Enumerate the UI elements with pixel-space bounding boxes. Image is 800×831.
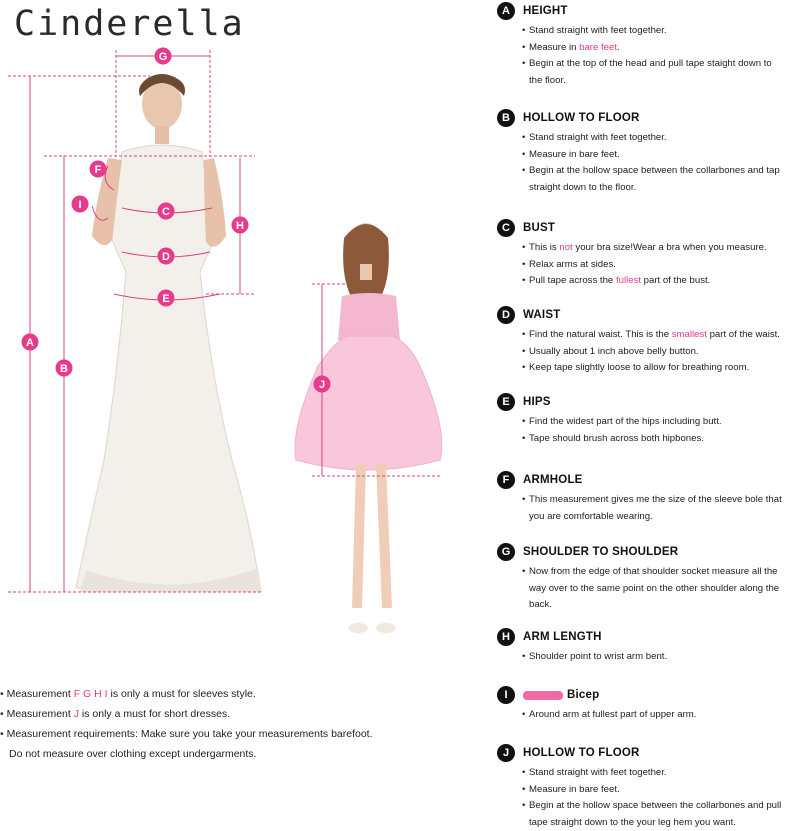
svg-text:E: E xyxy=(162,293,169,305)
svg-text:C: C xyxy=(162,206,170,218)
section-hips xyxy=(497,393,800,447)
svg-text:A: A xyxy=(26,337,34,349)
section-title: BUST xyxy=(523,222,555,234)
short-dress-figure xyxy=(295,223,442,633)
section-item: • Keep tape slightly loose to allow for breathing room. xyxy=(522,360,800,377)
section-item: • Measure in bare feet. xyxy=(522,782,800,799)
section-title: WAIST xyxy=(523,309,560,321)
redaction-mark xyxy=(523,691,563,700)
section-item: • Stand straight with feet together. xyxy=(522,23,800,40)
section-title: Bicep xyxy=(567,689,599,701)
svg-text:F: F xyxy=(95,164,102,176)
section-item-cont: you are comfortable wearing. xyxy=(522,509,800,526)
bride-figure xyxy=(76,74,262,592)
section-title: HIPS xyxy=(523,396,551,408)
section-item-cont: way over to the same point on the other shoulder along the xyxy=(522,581,800,598)
badge-j: J xyxy=(497,744,515,762)
section-item: • Stand straight with feet together. xyxy=(522,765,800,782)
badge-d: D xyxy=(497,306,515,324)
section-item-cont: back. xyxy=(522,597,800,614)
section-item: • Pull tape across the fullest part of the bust. xyxy=(522,273,800,290)
measurement-notes xyxy=(0,684,470,764)
section-item: • This measurement gives me the size of the sleeve bole that xyxy=(522,492,800,509)
section-item: • Find the natural waist. This is the smallest part of the waist. xyxy=(522,327,800,344)
section-waist xyxy=(497,306,800,377)
marker-f xyxy=(90,161,107,178)
marker-d xyxy=(158,248,175,265)
measurement-diagram xyxy=(0,40,470,650)
note-item: • Measurement F G H I is only a must for sleeves style. xyxy=(0,684,470,704)
section-item-cont: straight down to the floor. xyxy=(522,180,800,197)
brand-logo: Cinderella xyxy=(14,4,245,44)
section-armhole xyxy=(497,471,800,525)
section-title: HOLLOW TO FLOOR xyxy=(523,747,640,759)
section-title: HEIGHT xyxy=(523,5,568,17)
badge-b: B xyxy=(497,109,515,127)
section-title: ARMHOLE xyxy=(523,474,583,486)
section-hollow-to-hem xyxy=(497,744,800,831)
section-item: • Stand straight with feet together. xyxy=(522,130,800,147)
section-bust xyxy=(497,219,800,290)
marker-j xyxy=(314,376,331,393)
section-item: • Usually about 1 inch above belly button. xyxy=(522,344,800,361)
section-shoulder xyxy=(497,543,800,614)
section-title: ARM LENGTH xyxy=(523,631,602,643)
svg-text:D: D xyxy=(162,251,170,263)
badge-i: I xyxy=(497,686,515,704)
badge-e: E xyxy=(497,393,515,411)
section-item: • Around arm at fullest part of upper arm. xyxy=(522,707,800,724)
badge-f: F xyxy=(497,471,515,489)
marker-i xyxy=(72,196,89,213)
note-continuation: Do not measure over clothing except undergarments. xyxy=(0,744,470,764)
section-item: • Tape should brush across both hipbones. xyxy=(522,431,800,448)
section-height xyxy=(497,2,800,89)
section-item-cont: tape straight down to the your leg hem you want. xyxy=(522,815,800,831)
section-bicep xyxy=(497,686,800,724)
section-item: • Begin at the hollow space between the collarbones and tap xyxy=(522,163,800,180)
svg-text:H: H xyxy=(236,220,244,232)
section-item: • Measure in bare feet. xyxy=(522,147,800,164)
badge-h: H xyxy=(497,628,515,646)
note-item: • Measurement J is only a must for short dresses. xyxy=(0,704,470,724)
marker-b xyxy=(56,360,73,377)
marker-h xyxy=(232,217,249,234)
section-item: • Begin at the hollow space between the collarbones and pull xyxy=(522,798,800,815)
svg-text:I: I xyxy=(78,199,81,211)
marker-g xyxy=(155,48,172,65)
badge-a: A xyxy=(497,2,515,20)
svg-text:J: J xyxy=(319,379,325,391)
svg-text:G: G xyxy=(159,51,168,63)
badge-g: G xyxy=(497,543,515,561)
marker-e xyxy=(158,290,175,307)
section-hollow-to-floor xyxy=(497,109,800,196)
section-item: • Now from the edge of that shoulder socket measure all the xyxy=(522,564,800,581)
marker-c xyxy=(158,203,175,220)
section-item: • Measure in bare feet. xyxy=(522,40,800,57)
section-arm-length xyxy=(497,628,800,666)
marker-a xyxy=(22,334,39,351)
section-title: SHOULDER TO SHOULDER xyxy=(523,546,678,558)
section-item-cont: the floor. xyxy=(522,73,800,90)
svg-text:B: B xyxy=(60,363,68,375)
section-item: • Shoulder point to wrist arm bent. xyxy=(522,649,800,666)
section-item: • Find the widest part of the hips including butt. xyxy=(522,414,800,431)
measurement-illustration xyxy=(0,40,470,650)
section-item: • Begin at the top of the head and pull tape staight down to xyxy=(522,56,800,73)
section-item: • This is not your bra size!Wear a bra when you measure. xyxy=(522,240,800,257)
note-item: • Measurement requirements: Make sure you take your measurements barefoot. xyxy=(0,724,470,744)
badge-c: C xyxy=(497,219,515,237)
section-item: • Relax arms at sides. xyxy=(522,257,800,274)
section-title: HOLLOW TO FLOOR xyxy=(523,112,640,124)
